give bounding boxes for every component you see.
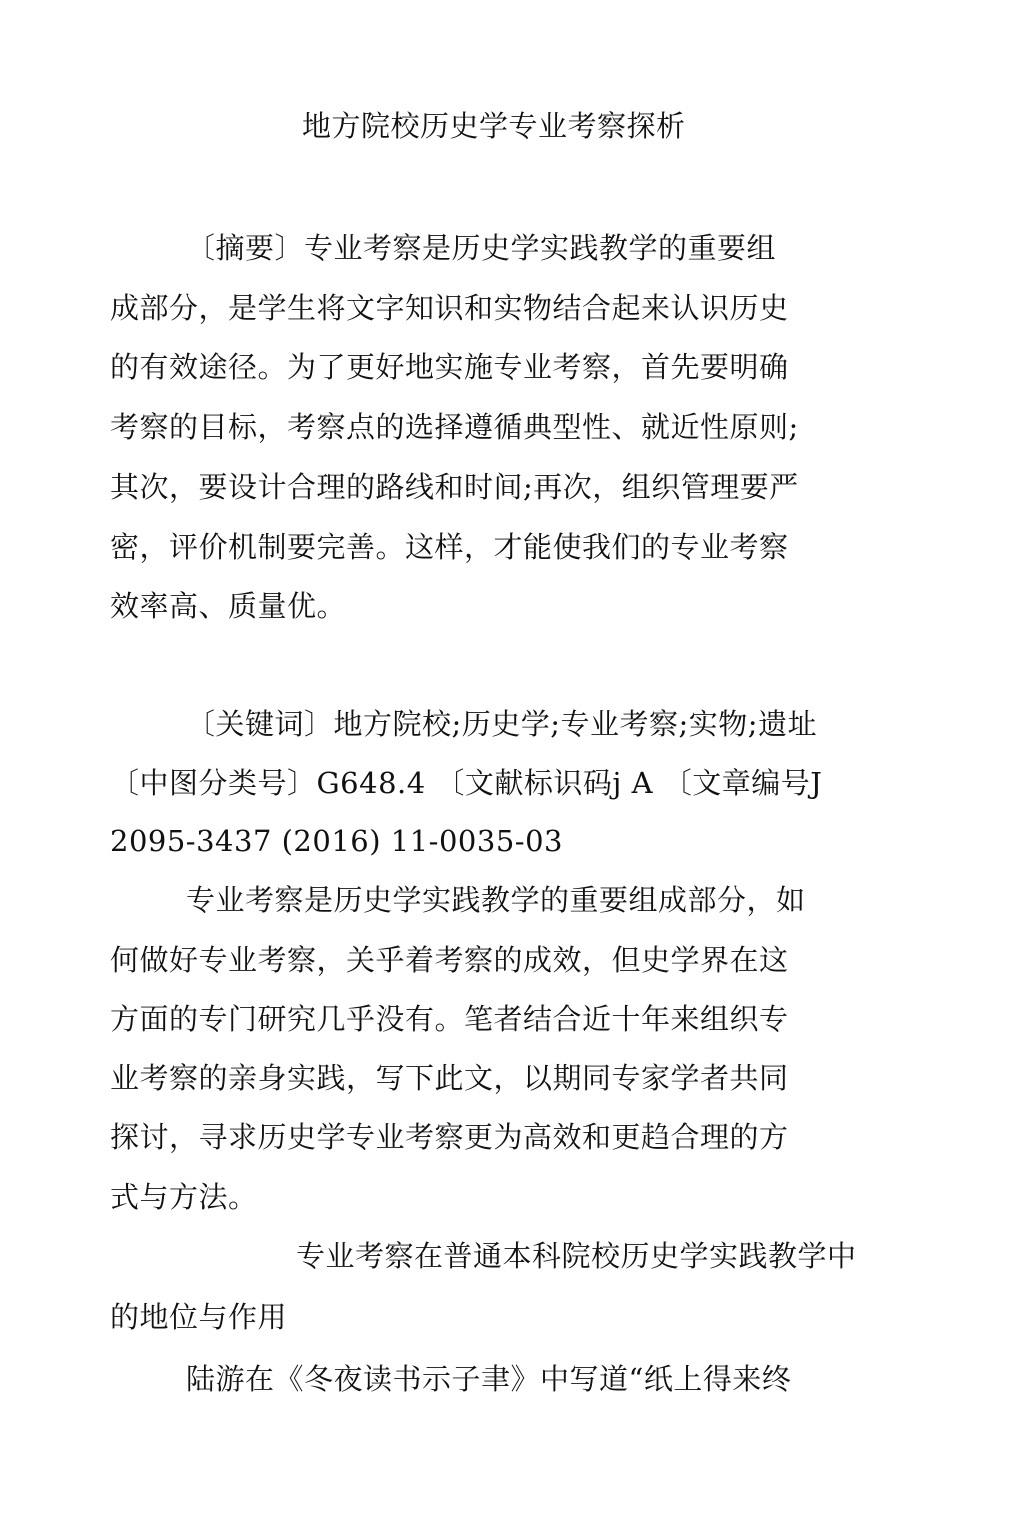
- body-paragraph-line: 陆游在《冬夜读书示子聿》中写道“纸上得来终: [186, 1362, 792, 1396]
- abstract-line: 效率高、质量优。: [110, 589, 347, 623]
- intro-line: 探讨，寻求历史学专业考察更为高效和更趋合理的方: [110, 1120, 789, 1154]
- intro-line: 专业考察是历史学实践教学的重要组成部分，如: [186, 883, 806, 917]
- abstract-line: 〔摘要〕专业考察是历史学实践教学的重要组: [186, 231, 777, 265]
- abstract-line: 其次，要设计合理的路线和时间;再次，组织管理要严: [110, 470, 799, 504]
- abstract-line: 考察的目标，考察点的选择遵循典型性、就近性原则;: [110, 410, 799, 444]
- intro-line: 何做好专业考察，关乎着考察的成效，但史学界在这: [110, 943, 789, 977]
- article-number-line: 2095-3437 (2016) 11-0035-03: [110, 824, 563, 858]
- abstract-line: 成部分，是学生将文字知识和实物结合起来认识历史: [110, 291, 789, 325]
- intro-line: 式与方法。: [110, 1180, 258, 1214]
- classification-line: 〔中图分类号〕G648.4 〔文献标识码j A 〔文章编号J: [110, 766, 823, 800]
- abstract-line: 的有效途径。为了更好地实施专业考察，首先要明确: [110, 350, 789, 384]
- intro-line: 方面的专门研究几乎没有。笔者结合近十年来组织专: [110, 1002, 789, 1036]
- section-heading-line: 专业考察在普通本科院校历史学实践教学中: [296, 1239, 857, 1273]
- section-heading-line: 的地位与作用: [110, 1300, 288, 1334]
- document-title: 地方院校历史学专业考察探析: [302, 109, 686, 143]
- intro-line: 业考察的亲身实践，写下此文，以期同专家学者共同: [110, 1061, 789, 1095]
- abstract-line: 密，评价机制要完善。这样，才能使我们的专业考察: [110, 530, 789, 564]
- keywords-line: 〔关键词〕地方院校;历史学;专业考察;实物;遗址: [186, 707, 818, 741]
